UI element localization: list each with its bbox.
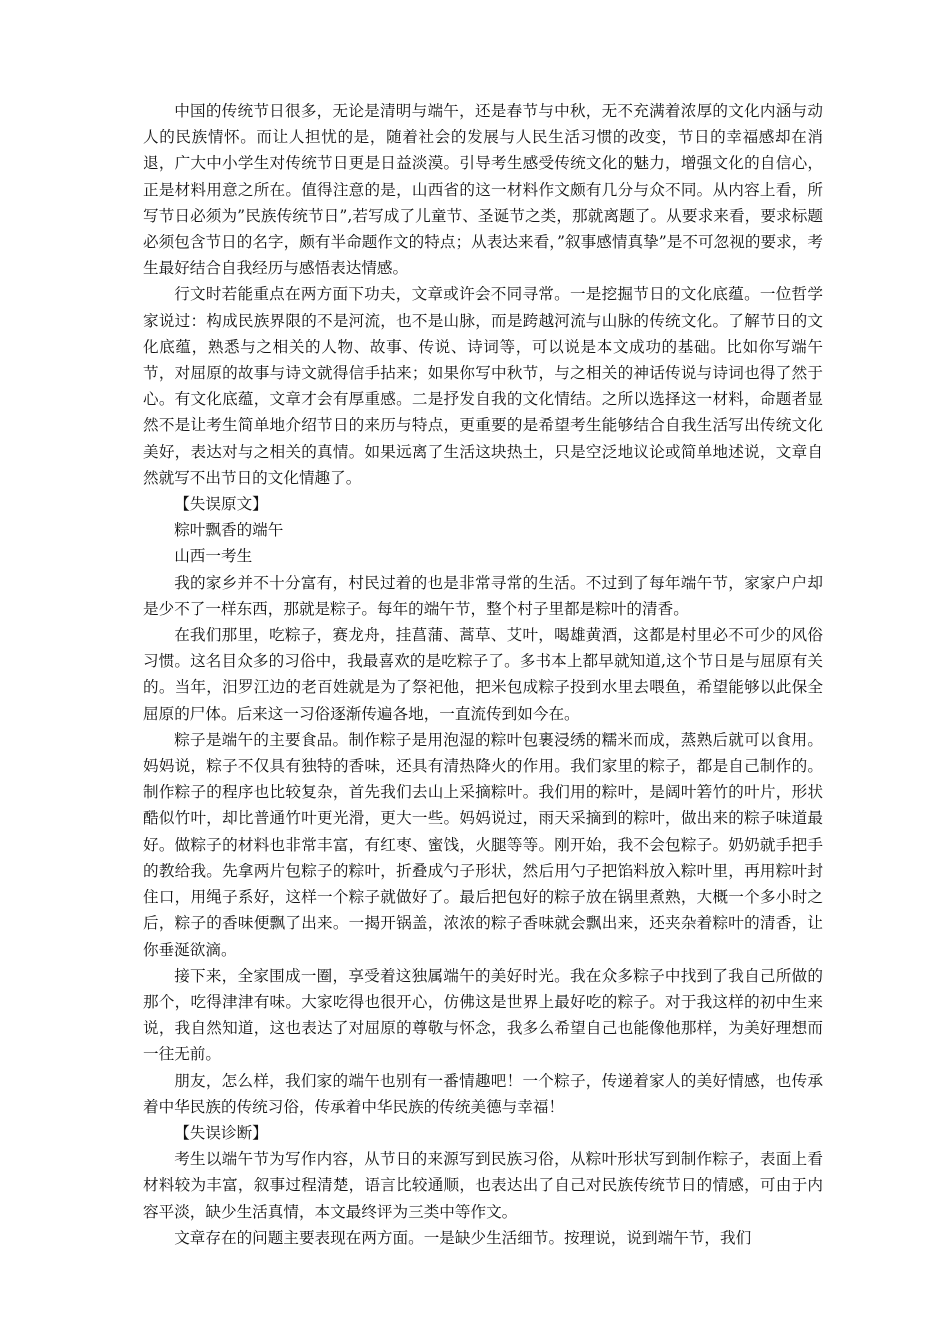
essay-paragraph-1: 我的家乡并不十分富有，村民过着的也是非常寻常的生活。不过到了每年端午节，家家户户却是少不了一样东西，那就是粽子。每年的端午节，整个村子里都是粽叶的清香。 xyxy=(143,573,823,618)
essay-paragraph-5: 朋友，怎么样，我们家的端午也别有一番情趣吧！一个粽子，传递着家人的美好情感，也传承着中华民族的传统习俗，传承着中华民族的传统美德与幸福！ xyxy=(143,1071,823,1116)
diagnosis-heading: 【失误诊断】 xyxy=(174,1123,268,1142)
intro-paragraph: 中国的传统节日很多，无论是清明与端午，还是春节与中秋，无不充满着浓厚的文化内涵与动人的民族情怀。而让人担忧的是，随着社会的发展与人民生活习惯的改变，节日的幸福感却在消退，广大中小学生对传统节日更是日益淡漠。引导考生感受传统文化的魅力，增强文化的自信心，正是材料用意之所在。值得注意的是，山西省的这一材料作文颇有几分与众不同。从内容上看，所写节日必须为”民族传统节日”,若写成了儿童节、圣诞节之类，那就离题了。从要求来看，要求标题必须包含节日的名字，颇有半命题作文的特点；从表达来看，”叙事感情真挚”是不可忽视的要求，考生最好结合自我经历与感悟表达情感。 xyxy=(143,102,823,278)
essay-paragraph-3: 粽子是端午的主要食品。制作粽子是用泡湿的粽叶包裹浸绣的糯米而成，蒸熟后就可以食用。妈妈说，粽子不仅具有独特的香味，还具有清热降火的作用。我们家里的粽子，都是自己制作的。制作粽子的程序也比较复杂，首先我们去山上采摘粽叶。我们用的粽叶，是阔叶箬竹的叶片，形状酷似竹叶，却比普通竹叶更光滑，更大一些。妈妈说过，雨天采摘到的粽叶，做出来的粽子味道最好。做粽子的材料也非常丰富，有红枣、蜜饯，火腿等等。刚开始，我不会包粽子。奶奶就手把手的教给我。先拿两片包粽子的粽叶，折叠成勺子形状，然后用勺子把馅料放入粽叶里，再用粽叶封住口，用绳子系好，这样一个粽子就做好了。最后把包好的粽子放在锅里煮熟，大概一个多小时之后，粽子的香味便飘了出来。一揭开锅盖，浓浓的粽子香味就会飘出来，还夹杂着粽叶的清香，让你垂涎欲滴。 xyxy=(143,730,823,959)
document-body xyxy=(143,98,823,1251)
writing-advice-paragraph: 行文时若能重点在两方面下功夫，文章或许会不同寻常。一是挖掘节日的文化底蕴。一位哲学家说过：构成民族界限的不是河流，也不是山脉，而是跨越河流与山脉的传统文化。了解节日的文化底蕴，熟悉与之相关的人物、故事、传说、诗词等，可以说是本文成功的基础。比如你写端午节，对屈原的故事与诗文就得信手拈来；如果你写中秋节，与之相关的神话传说与诗词也得了然于心。有文化底蕴，文章才会有厚重感。二是抒发自我的文化情结。之所以选择这一材料，命题者显然不是让考生简单地介绍节日的来历与特点，更重要的是希望考生能够结合自我生活写出传统文化美好，表达对与之相关的真情。如果远离了生活这块热土，只是空泛地议论或简单地述说，文章自然就写不出节日的文化情趣了。 xyxy=(143,285,823,487)
essay-author: 山西一考生 xyxy=(174,547,253,566)
diagnosis-paragraph-2: 文章存在的问题主要表现在两方面。一是缺少生活细节。按理说，说到端午节，我们 xyxy=(174,1228,752,1247)
essay-paragraph-2: 在我们那里，吃粽子，赛龙舟，挂菖蒲、蒿草、艾叶，喝雄黄酒，这都是村里必不可少的风俗习惯。这名目众多的习俗中，我最喜欢的是吃粽子了。多书本上都早就知道,这个节日是与屈原有关的。当年，汨罗江边的老百姓就是为了祭祀他，把米包成粽子投到水里去喂鱼，希望能够以此保全屈原的尸体。后来这一习俗逐渐传遍各地，一直流传到如今在。 xyxy=(143,626,823,723)
original-text-heading: 【失误原文】 xyxy=(174,495,268,514)
essay-paragraph-4: 接下来，全家围成一圈，享受着这独属端午的美好时光。我在众多粽子中找到了我自己所做的那个，吃得津津有味。大家吃得也很开心，仿佛这是世界上最好吃的粽子。对于我这样的初中生来说，我自然知道，这也表达了对屈原的尊敬与怀念，我多么希望自己也能像他那样，为美好理想而一往无前。 xyxy=(143,966,823,1064)
diagnosis-paragraph-1: 考生以端午节为写作内容，从节日的来源写到民族习俗，从粽叶形状写到制作粽子，表面上看材料较为丰富，叙事过程清楚，语言比较通顺，也表达出了自己对民族传统节日的情感，可由于内容平淡，缺少生活真情，本文最终评为三类中等作文。 xyxy=(143,1150,823,1221)
essay-title: 粽叶飘香的端午 xyxy=(174,521,284,540)
